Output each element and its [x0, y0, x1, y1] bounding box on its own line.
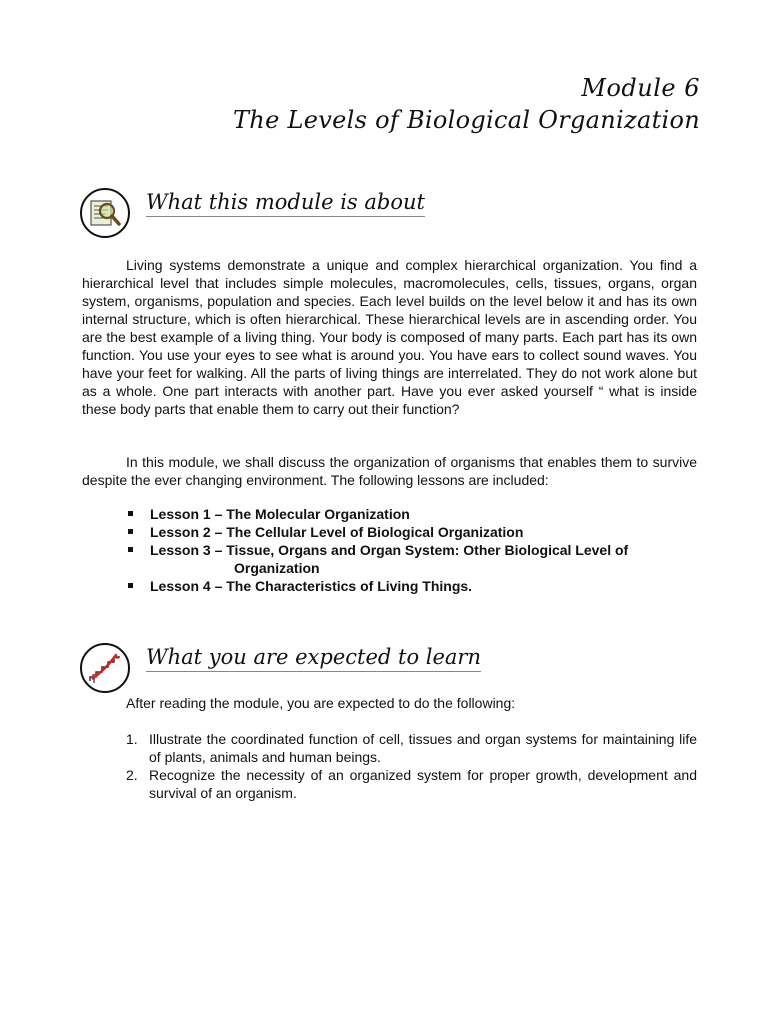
- title-block: [233, 72, 700, 136]
- lesson-label-continuation: Organization: [234, 560, 320, 576]
- lesson-list: [126, 505, 696, 595]
- objectives-list: [126, 730, 697, 802]
- list-item: [126, 541, 696, 577]
- list-item: [126, 730, 697, 766]
- objective-text: Recognize the necessity of an organized system for proper growth, development and survival of an organism.: [149, 767, 697, 801]
- objective-text: Illustrate the coordinated function of cell, tissues and organ systems for maintaining life of plants, animals and human beings.: [149, 731, 697, 765]
- paragraph-intro: Living systems demonstrate a unique and complex hierarchical organization. You find a hierarchical level that includes simple molecules, macromolecules, cells, tissues, organs, organ system, organisms, population and species. Each level builds on the level below it and has its own internal structure, which is often hierarchical. These hierarchical levels are in ascending order. You are the best example of a living thing. Your body is composed of many parts. Each part has its own function. You use your eyes to see what is around you. You have ears to collect sound waves. You have your feet for walking. All the parts of living things are interrelated. They do not work alone but as a whole. One part interacts with another part. Have you ever asked yourself “ what is inside these body parts that enable them to carry out their function?: [82, 257, 697, 417]
- list-item: [126, 766, 697, 802]
- lesson-label: Lesson 1 – The Molecular Organization: [150, 506, 410, 522]
- section-heading-expected: [80, 643, 700, 697]
- page-title: The Levels of Biological Organization: [233, 106, 700, 134]
- paragraph-lessons-intro: In this module, we shall discuss the organization of organisms that enables them to survive despite the ever changing environment. The following lessons are included:: [82, 454, 697, 488]
- list-item: [126, 523, 696, 541]
- list-item: [126, 505, 696, 523]
- section-title-about: What this module is about: [146, 190, 425, 214]
- lesson-label: Lesson 2 – The Cellular Level of Biological Organization: [150, 524, 524, 540]
- objective-number: 1.: [126, 731, 138, 747]
- lesson-label: Lesson 3 – Tissue, Organs and Organ System: Other Biological Level of: [150, 542, 629, 558]
- section-heading-about: [80, 188, 700, 242]
- staircase-goal-icon: [80, 643, 130, 693]
- lesson-label: Lesson 4 – The Characteristics of Living Things.: [150, 578, 473, 594]
- objectives-intro: After reading the module, you are expected to do the following:: [126, 695, 516, 711]
- objective-number: 2.: [126, 767, 138, 783]
- list-item: [126, 577, 696, 595]
- section-title-expected: What you are expected to learn: [146, 645, 481, 669]
- module-number: Module 6: [581, 74, 700, 102]
- magnifier-document-icon: [80, 188, 130, 238]
